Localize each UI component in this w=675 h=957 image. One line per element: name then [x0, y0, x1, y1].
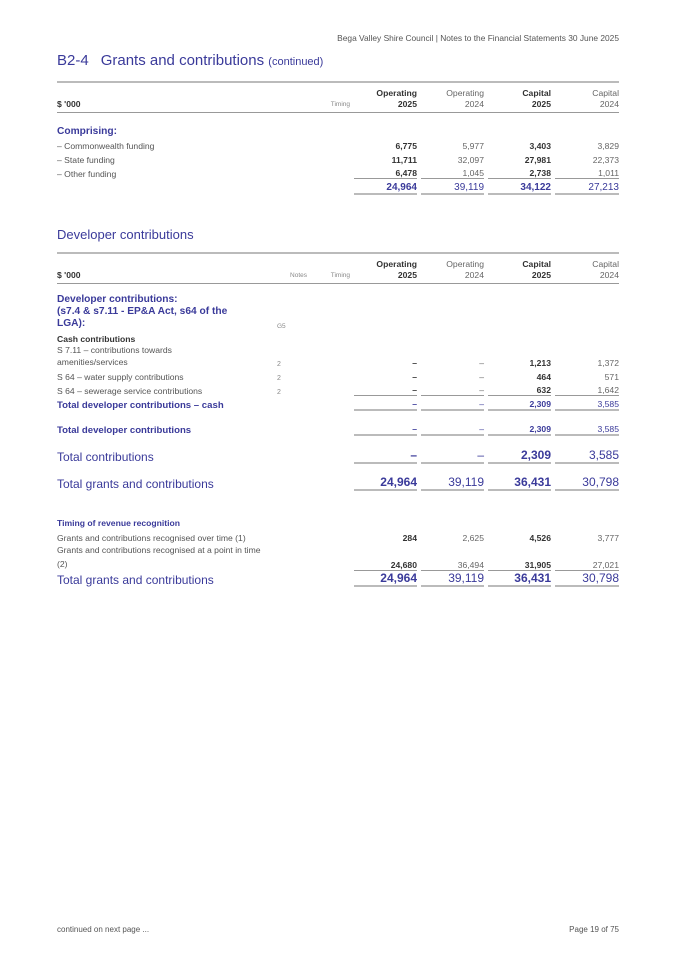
table-row: S 7.11 – contributions towards amenities/services 2 – – 1,213 1,372: [57, 345, 619, 368]
developer-heading-row: Developer contributions: (s7.4 & s7.11 - EP&A Act, s64 of the LGA): G5: [57, 294, 619, 330]
table-row: S 64 – sewerage service contributions 2 – – 632 1,642: [57, 382, 619, 396]
table-row: Grants and contributions recognised at a point in time (2) 24,680 36,494 31,905 27,021: [57, 545, 619, 570]
continued-label: (continued): [268, 56, 324, 68]
timing-header: Timing: [307, 252, 350, 284]
table-row: – Commonwealth funding 6,775 5,977 3,403 3,829: [57, 141, 619, 151]
units-header: $ '000: [57, 252, 277, 284]
total-row: 24,964 39,119 34,122 27,213: [57, 179, 619, 195]
total-contributions-row: Total contributions – – 2,309 3,585: [57, 448, 619, 464]
section-title: [57, 52, 323, 69]
developer-contributions-table: [57, 252, 619, 491]
timing-heading-row: Timing of revenue recognition: [57, 518, 181, 528]
timing-header: Timing: [307, 81, 350, 113]
table-row: Grants and contributions recognised over time (1) 284 2,625 4,526 3,777: [57, 533, 619, 543]
timing-table: [57, 514, 619, 587]
op2025-header: Operating 2025: [354, 252, 417, 284]
section-title-text: Grants and contributions: [100, 52, 265, 69]
developer-contributions-title: Developer contributions: [57, 227, 194, 242]
op2025-header: Operating 2025: [354, 81, 417, 113]
cap2025-header: Capital 2025: [488, 81, 551, 113]
comprising-heading-row: Comprising:: [57, 126, 117, 137]
table-row: – State funding 11,711 32,097 27,981 22,373: [57, 155, 619, 165]
cap2024-header: Capital 2024: [555, 252, 619, 284]
continued-footer: continued on next page ...: [57, 925, 150, 934]
page-number: Page 19 of 75: [569, 925, 619, 934]
total-grants-row: Total grants and contributions 24,964 39,119 36,431 30,798: [57, 475, 619, 491]
table-header: [57, 81, 619, 113]
table-row: – Other funding 6,478 1,045 2,738 1,011: [57, 165, 619, 179]
units-header: $ '000: [57, 81, 307, 113]
op2024-header: Operating 2024: [421, 252, 484, 284]
total-cash-row: Total developer contributions – cash – – 2,309 3,585: [57, 396, 619, 411]
op2024-header: Operating 2024: [421, 81, 484, 113]
note-ref: G5: [277, 323, 286, 330]
section-number: B2-4: [57, 52, 89, 69]
total-developer-row: Total developer contributions – – 2,309 3,585: [57, 421, 619, 436]
table-row: S 64 – water supply contributions 2 – – 464 571: [57, 372, 619, 382]
cash-heading-row: Cash contributions: [57, 334, 136, 344]
cap2024-header: Capital 2024: [555, 81, 619, 113]
timing-total-row: Total grants and contributions 24,964 39,119 36,431 30,798: [57, 571, 619, 587]
notes-header: Notes: [277, 252, 307, 284]
cap2025-header: Capital 2025: [488, 252, 551, 284]
table-header: [57, 252, 619, 284]
running-header: Bega Valley Shire Council | Notes to the Financial Statements 30 June 2025: [337, 33, 619, 43]
grants-table: [57, 81, 619, 195]
